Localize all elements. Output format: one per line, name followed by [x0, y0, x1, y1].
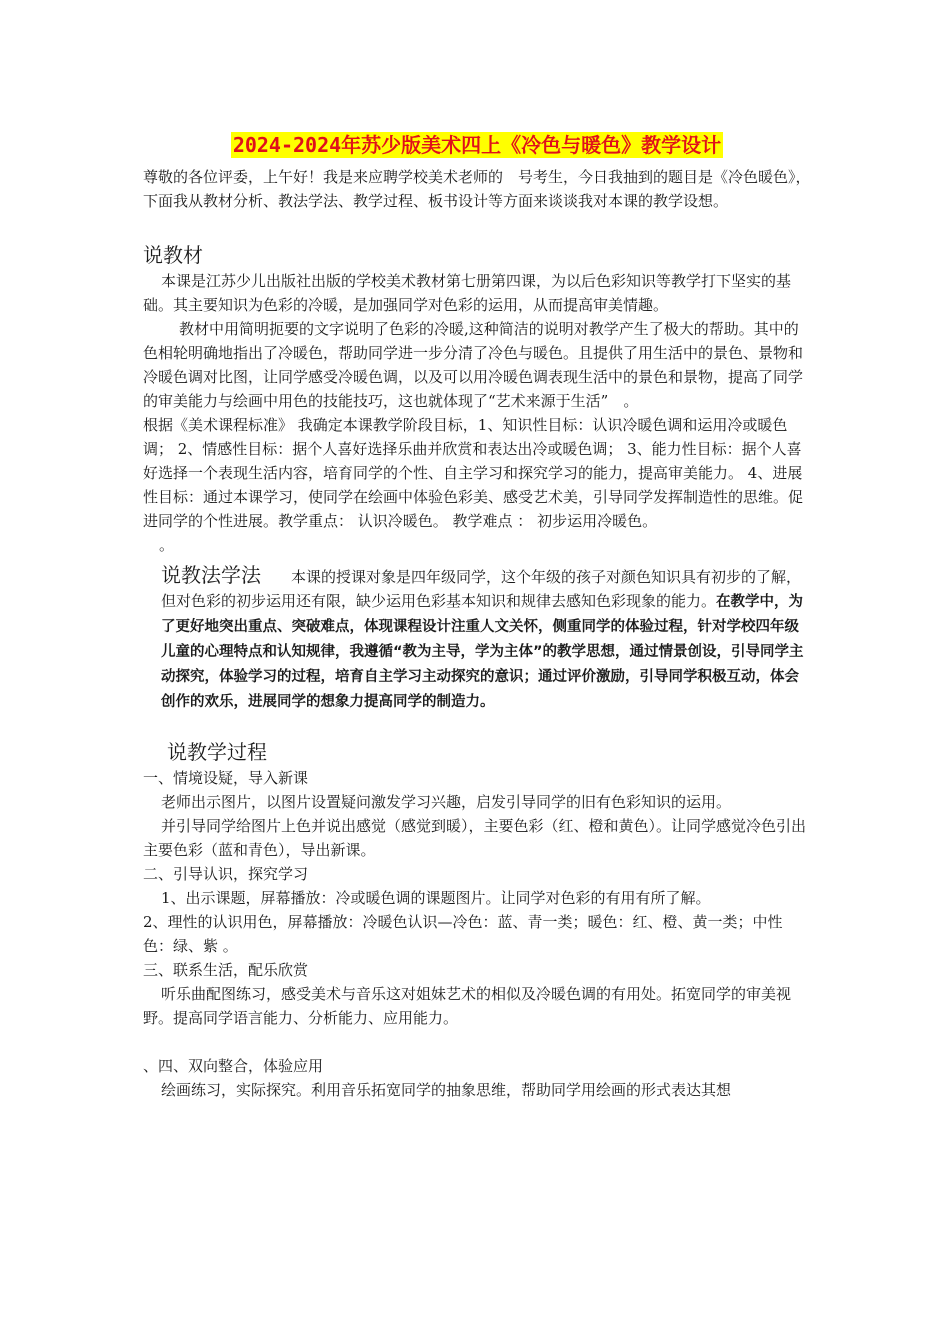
- step-1-paragraph-2: 并引导同学给图片上色并说出感觉（感觉到暖），主要色彩（红、橙和黄色）。让同学感觉冷色引出主要色彩（蓝和青色），导出新课。: [143, 817, 807, 859]
- section-heading-method: 说教法学法: [161, 563, 261, 587]
- step-2-paragraph-1: 1、出示课题，屏幕播放：冷或暖色调的课题图片。让同学对色彩的有用有所了解。: [161, 889, 711, 907]
- step-3-paragraph-1: 听乐曲配图练习，感受美术与音乐这对姐妹艺术的相似及冷暖色调的有用处。拓宽同学的审美视野。提高同学语言能力、分析能力、应用能力。: [143, 985, 792, 1027]
- step-3-title: 三、联系生活，配乐欣赏: [143, 961, 309, 979]
- section-heading-process: 说教学过程: [167, 740, 267, 764]
- section-heading-textbook: 说教材: [143, 243, 203, 267]
- intro-paragraph: 尊敬的各位评委，上午好！我是来应聘学校美术老师的 号考生，今日我抽到的题目是《冷色暖色》，下面我从教材分析、教法学法、教学过程、板书设计等方面来谈谈我对本课的教学设想。: [143, 168, 811, 210]
- textbook-paragraph-1: 本课是江苏少儿出版社出版的学校美术教材第七册第四课，为以后色彩知识等教学打下坚实的基础。其主要知识为色彩的冷暖，是加强同学对色彩的运用，从而提高审美情趣。: [143, 272, 792, 314]
- step-2-title: 二、引导认识，探究学习: [143, 865, 309, 883]
- title-block: [143, 132, 811, 159]
- document-title: 2024-2024年苏少版美术四上《冷色与暖色》教学设计: [232, 133, 722, 157]
- method-text: 本课的授课对象是四年级同学，这个年级的孩子对颜色知识具有初步的了解，但对色彩的初步运用还有限，缺少运用色彩基本知识和规律去感知色彩现象的能力。: [161, 568, 802, 610]
- step-4-paragraph-1: 绘画练习，实际探究。利用音乐拓宽同学的抽象思维，帮助同学用绘画的形式表达其想: [161, 1081, 732, 1099]
- textbook-paragraph-3: 根据《美术课程标准》 我确定本课教学阶段目标，1、知识性目标：认识冷暖色调和运用冷或暖色调； 2、情感性目标：据个人喜好选择乐曲并欣赏和表达出冷或暖色调； 3、能力性目标：据个人喜好选择一个表现生活内容，培育同学的个性、自主学习和探究学习的能力，提高审美能力。 4、进展性目标：通过本课学习，使同学在绘画中体验色彩美、感受艺术美，引导同学发挥制造性的思维。促进同学的个性进展。教学重点： 认识冷暖色。 教学难点 ： 初步运用冷暖色。: [143, 416, 804, 530]
- spacer: [143, 1030, 811, 1054]
- textbook-paragraph-2: 教材中用简明扼要的文字说明了色彩的冷暖,这种简洁的说明对教学产生了极大的帮助。其中的色相轮明确地指出了冷暖色，帮助同学进一步分清了冷色与暖色。且提供了用生活中的景色、景物和冷暖色调对比图，让同学感受冷暖色调，以及可以用冷暖色调表现生活中的景色和景物，提高了同学的审美能力与绘画中用色的技能技巧，这也就体现了“艺术来源于生活” 。: [143, 320, 804, 410]
- method-paragraph: [143, 561, 811, 714]
- method-bold-text: 在教学中，为了更好地突出重点、突破难点，体现课程设计注重人文关怀，侧重同学的体验过程，针对学校四年级儿童的心理特点和认知规律，我遵循“教为主导，学为主体”的教学思想，通过情景创设，引导同学主动探究，体验学习的过程，培育自主学习主动探究的意识；通过评价激励，引导同学积极互动，体会创作的欢乐，进展同学的想象力提高同学的制造力。: [161, 594, 804, 710]
- document-page: [143, 132, 811, 1102]
- step-4-title: 、四、双向整合，体验应用: [143, 1057, 324, 1075]
- step-1-paragraph-1: 老师出示图片，以图片设置疑问激发学习兴趣，启发引导同学的旧有色彩知识的运用。: [161, 793, 732, 811]
- stray-dot: 。: [159, 536, 175, 554]
- step-2-paragraph-2: 2、理性的认识用色，屏幕播放：冷暖色认识—冷色：蓝、青一类；暖色：红、橙、黄一类；中性色：绿、紫 。: [143, 913, 783, 955]
- step-1-title: 一、情境设疑，导入新课: [143, 769, 309, 787]
